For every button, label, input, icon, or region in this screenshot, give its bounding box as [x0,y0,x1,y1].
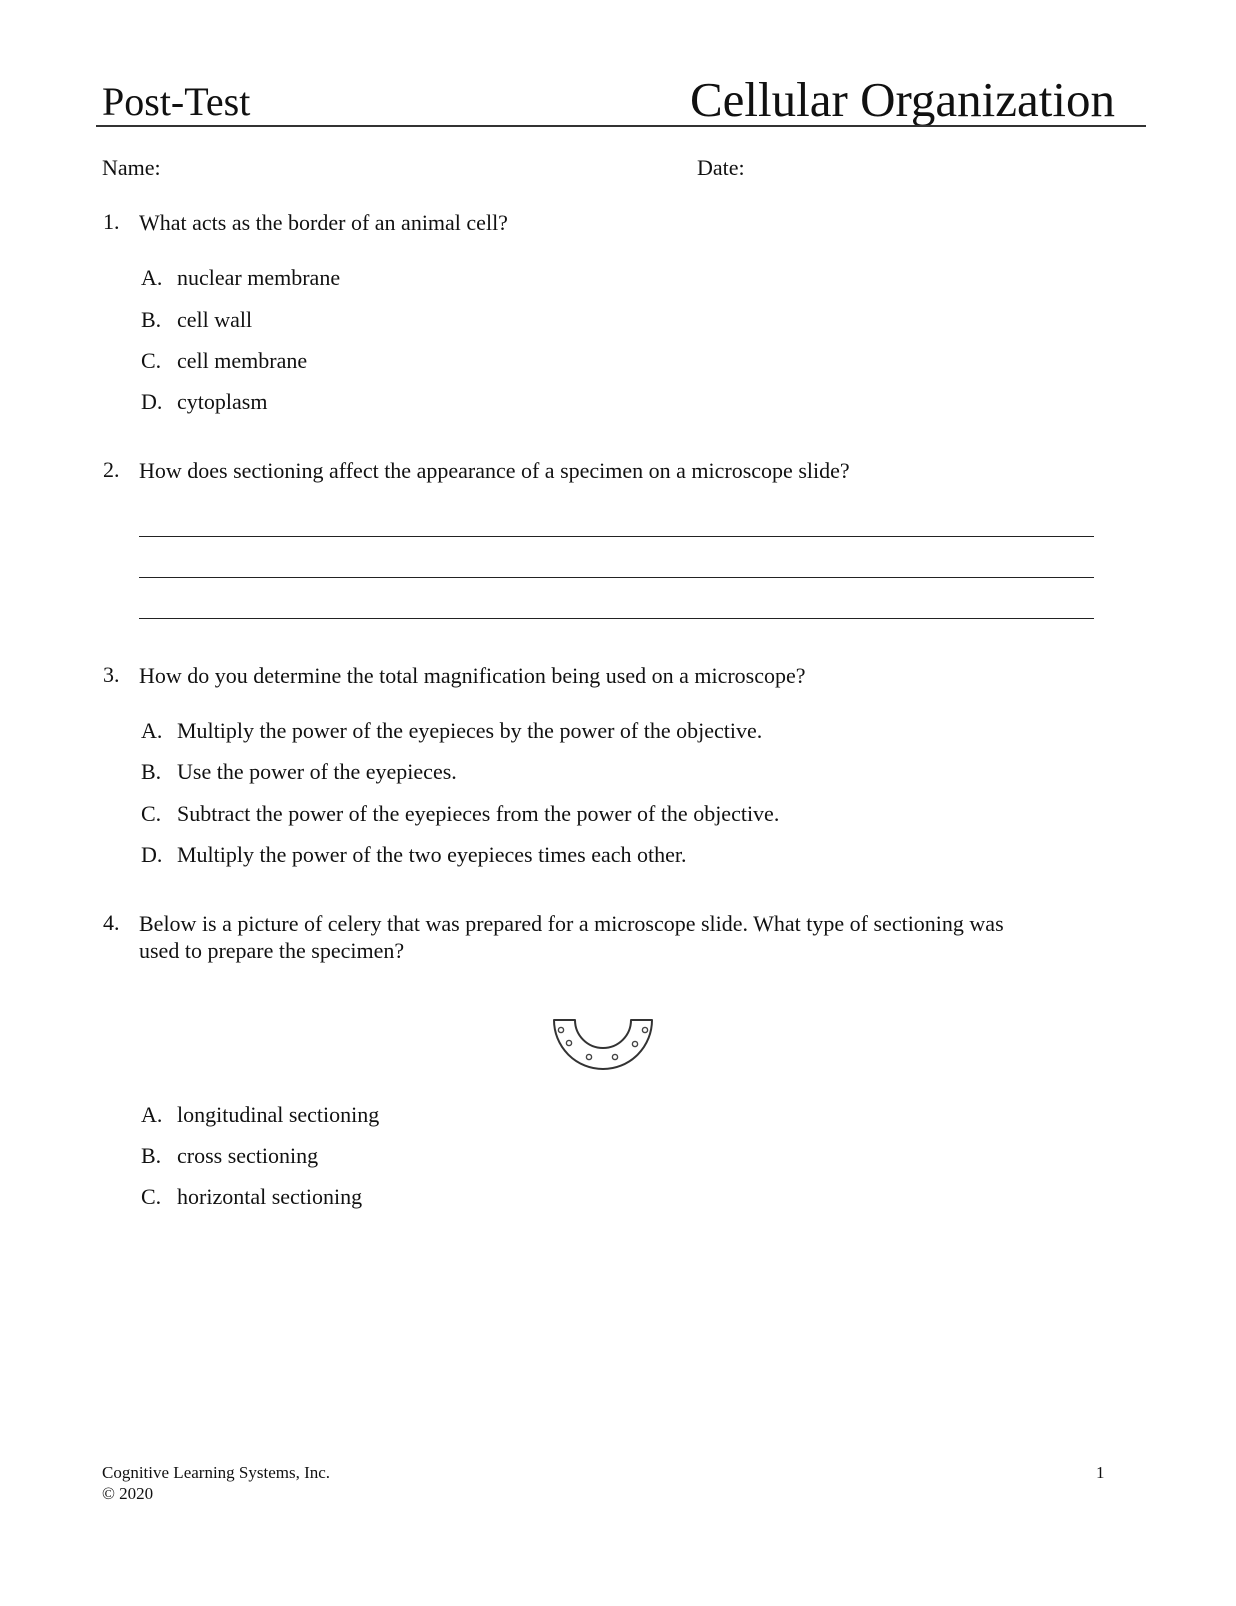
date-label: Date: [697,155,745,180]
option-c[interactable] [141,801,779,827]
option-text: cytoplasm [177,389,268,414]
option-c[interactable] [141,348,307,374]
footer-company: Cognitive Learning Systems, Inc. [102,1463,331,1482]
option-letter: B. [141,1143,162,1168]
question-number: 4. [103,910,120,935]
answer-line-1[interactable] [139,536,1094,537]
option-letter: D. [141,842,163,867]
option-letter: C. [141,801,162,826]
option-text: cell membrane [177,348,308,373]
option-letter: A. [141,718,163,743]
option-b[interactable] [141,759,457,785]
question-number: 1. [103,209,120,234]
option-text: Subtract the power of the eyepieces from the power of the objective. [177,801,780,826]
option-letter: B. [141,307,162,332]
option-letter: C. [141,348,162,373]
option-b[interactable] [141,307,252,333]
option-text: nuclear membrane [177,265,341,290]
name-label: Name: [102,155,161,180]
page-number: 1 [1096,1463,1105,1482]
option-a[interactable] [141,265,340,291]
option-c[interactable] [141,1184,362,1210]
option-a[interactable] [141,1102,379,1128]
page-title-subject: Cellular Organization [690,72,1115,127]
question-text: How do you determine the total magnification being used on a microscope? [139,663,806,688]
header-divider [96,125,1146,127]
option-text: horizontal sectioning [177,1184,363,1209]
option-letter: A. [141,1102,163,1127]
option-d[interactable] [141,389,267,415]
option-letter: D. [141,389,163,414]
option-d[interactable] [141,842,687,868]
question-number: 3. [103,662,120,687]
option-text: longitudinal sectioning [177,1102,380,1127]
celery-cross-section-icon [551,1017,655,1075]
question-text-line-2: used to prepare the specimen? [139,938,405,963]
question-text-line-1: Below is a picture of celery that was prepared for a microscope slide. What type of sectioning was [139,911,1004,936]
option-a[interactable] [141,718,762,744]
question-text: How does sectioning affect the appearance of a specimen on a microscope slide? [139,458,850,483]
answer-line-3[interactable] [139,618,1094,619]
question-text: What acts as the border of an animal cell? [139,210,508,235]
option-letter: B. [141,759,162,784]
option-text: Multiply the power of the two eyepieces times each other. [177,842,687,867]
option-text: cell wall [177,307,253,332]
option-b[interactable] [141,1143,318,1169]
option-letter: A. [141,265,163,290]
option-text: Use the power of the eyepieces. [177,759,457,784]
option-text: Multiply the power of the eyepieces by the power of the objective. [177,718,763,743]
page-title-post-test: Post-Test [102,79,251,124]
option-text: cross sectioning [177,1143,319,1168]
option-letter: C. [141,1184,162,1209]
answer-line-2[interactable] [139,577,1094,578]
footer-copyright: © 2020 [102,1484,154,1503]
question-number: 2. [103,457,120,482]
